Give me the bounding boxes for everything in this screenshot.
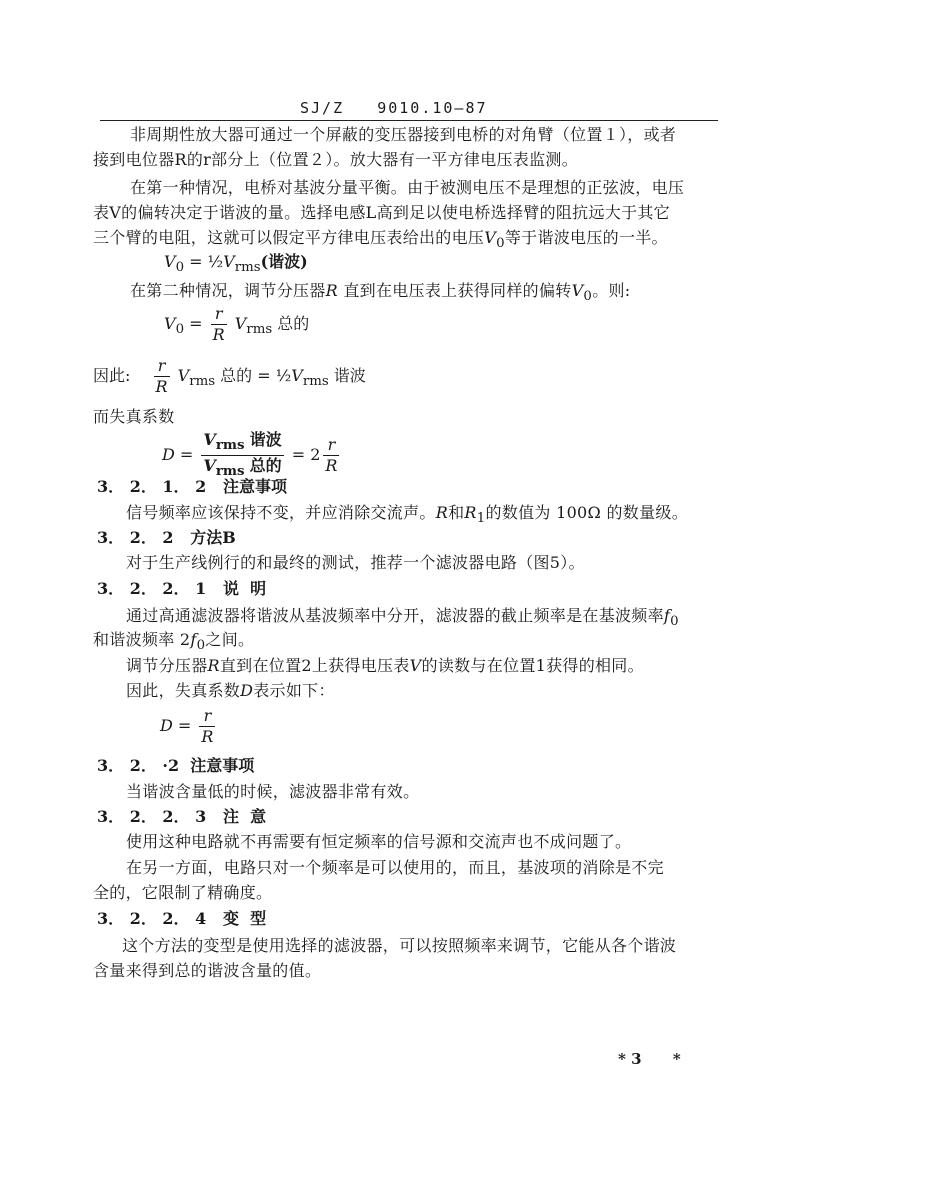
paragraph-7-text-b: 之间。 bbox=[205, 630, 255, 649]
symbol-R: R bbox=[435, 503, 449, 522]
equation-2 bbox=[164, 304, 309, 345]
paragraph-6: 对于生产线例行的和最终的测试，推荐一个滤波器电路（图5）。 bbox=[126, 553, 585, 572]
eq4-numerator-2: r bbox=[323, 435, 339, 456]
symbol-f0: f bbox=[663, 606, 671, 625]
paragraph-2-line-1: 在第一种情况，电桥对基波分量平衡。由于被测电压不是理想的正弦波，电压 bbox=[130, 178, 685, 197]
paragraph-2-line-3-text-a: 三个臂的电阻，这就可以假定平方律电压表给出的电压 bbox=[93, 228, 485, 247]
symbol-v0: V bbox=[484, 228, 497, 247]
eq4-num-rms: rms bbox=[215, 437, 245, 454]
eq3-v2: V bbox=[291, 366, 303, 385]
page-number: * 3 * bbox=[618, 1050, 681, 1068]
eq4-coefficient: 2 bbox=[310, 445, 321, 465]
symbol-v0-sub: 0 bbox=[583, 289, 593, 305]
eq4-num-tag: 谐波 bbox=[249, 430, 282, 449]
section-3-2-2-4-heading bbox=[97, 909, 266, 929]
paragraph-9-text-b: 表示如下： bbox=[253, 681, 335, 700]
paragraph-7-text-a: 和谐波频率 2 bbox=[93, 630, 191, 649]
paragraph-8 bbox=[126, 656, 644, 676]
eq3-rms2: rms bbox=[302, 374, 329, 390]
eq2-lhs-sub: 0 bbox=[175, 322, 185, 338]
eq4-den-rms: rms bbox=[215, 463, 245, 480]
section-title: 变 型 bbox=[222, 909, 267, 928]
eq1-lhs: V bbox=[164, 252, 176, 271]
paragraph-12-line-1: 在另一方面，电路只对一个频率是可以使用的，而且，基波项的消除是不完 bbox=[126, 858, 664, 877]
paragraph-1-line-1: 非周期性放大器可通过一个屏蔽的变压器接到电桥的对角臂（位置１），或者 bbox=[130, 125, 677, 144]
eq2-tag: 总的 bbox=[277, 314, 310, 333]
eq3-fraction bbox=[154, 356, 170, 397]
eq2-equals: = bbox=[189, 314, 203, 333]
paragraph-13-line-1: 这个方法的变型是使用选择的滤波器，可以按照频率来调节，它能从各个谐波 bbox=[122, 936, 677, 955]
eq5-numerator: r bbox=[199, 706, 215, 727]
paragraph-3-text-a: 在第二种情况，调节分压器 bbox=[130, 281, 326, 300]
paragraph-9 bbox=[126, 681, 335, 701]
eq3-numerator: r bbox=[154, 356, 170, 377]
header-rule bbox=[100, 120, 718, 121]
paragraph-5 bbox=[126, 503, 688, 529]
eq4-den-tag: 总的 bbox=[249, 456, 282, 476]
paragraph-11: 使用这种电路就不再需要有恒定频率的信号源和交流声也不成问题了。 bbox=[126, 832, 632, 851]
paragraph-8-text-b: 直到在位置2上获得电压表 bbox=[219, 656, 410, 675]
paragraph-7-line-2 bbox=[93, 630, 254, 656]
eq4-den-v: V bbox=[203, 456, 216, 476]
eq2-fraction bbox=[211, 304, 227, 345]
eq3-v: V bbox=[177, 366, 190, 385]
eq4-equals: = bbox=[179, 445, 194, 465]
eq2-rms: rms bbox=[246, 322, 273, 338]
section-number: 3． 2． 2． 4 bbox=[97, 909, 207, 928]
section-number: 3． 2． 2． 3 bbox=[97, 807, 207, 826]
paragraph-7-text: 通过高通滤波器将谐波从基波频率中分开，滤波器的截止频率是在基波频率 bbox=[126, 606, 664, 625]
eq5-denominator: R bbox=[201, 727, 214, 746]
eq2-lhs: V bbox=[164, 314, 176, 333]
symbol-R: R bbox=[325, 281, 338, 300]
paragraph-7-line-1 bbox=[126, 606, 679, 632]
eq2-v: V bbox=[234, 314, 247, 333]
paragraph-3-text-b: 直到在电压表上获得同样的偏转 bbox=[343, 281, 572, 300]
eq2-numerator: r bbox=[211, 304, 227, 325]
eq5-fraction bbox=[199, 706, 215, 747]
paragraph-1-line-2: 接到电位器R的r部分上（位置２）。放大器有一平方律电压表监测。 bbox=[93, 150, 578, 169]
eq3-equals: = bbox=[257, 366, 271, 385]
section-3-2-2-1-heading bbox=[97, 579, 266, 599]
symbol-f0-sub: 0 bbox=[670, 614, 679, 630]
symbol-f0: f bbox=[190, 630, 197, 649]
section-3-2-2-3-heading bbox=[97, 807, 266, 827]
eq3-label: 因此: bbox=[93, 366, 131, 385]
paragraph-5-text-a: 信号频率应该保持不变，并应消除交流声。 bbox=[126, 503, 436, 522]
paragraph-8-text-c: 的读数与在位置1获得的相同。 bbox=[421, 656, 644, 675]
eq3-rms: rms bbox=[189, 374, 216, 390]
eq1-half: ½ bbox=[207, 252, 224, 271]
section-title: 注 意 bbox=[222, 807, 267, 826]
paragraph-2-line-2: 表V的偏转决定于谐波的量。选择电感L高到足以使电桥选择臂的阻抗远大于其它 bbox=[93, 203, 670, 222]
section-number: 3． 2． 1． 2 bbox=[97, 477, 207, 496]
paragraph-13-line-2: 含量来得到总的谐波含量的值。 bbox=[93, 961, 322, 980]
paragraph-5-text-b: 的数值为 100Ω 的数量级。 bbox=[485, 503, 688, 522]
paragraph-4: 而失真系数 bbox=[93, 407, 175, 426]
section-3-2-2-heading bbox=[97, 528, 236, 548]
paragraph-8-text-a: 调节分压器 bbox=[126, 656, 208, 675]
equation-4 bbox=[162, 430, 342, 481]
symbol-f0-sub: 0 bbox=[196, 638, 206, 654]
equation-1 bbox=[164, 249, 308, 275]
eq3-tag-harmonic: 谐波 bbox=[333, 366, 366, 385]
eq1-equals: = bbox=[189, 252, 203, 271]
symbol-R1-sub: 1 bbox=[476, 511, 486, 527]
section-3-2-2-2-heading bbox=[97, 756, 254, 776]
eq3-denominator: R bbox=[155, 377, 168, 396]
eq4-fraction-2 bbox=[323, 435, 339, 476]
eq3-tag-total: 总的 bbox=[220, 366, 253, 385]
paragraph-12-line-2: 全的，它限制了精确度。 bbox=[93, 883, 273, 902]
symbol-R1: R bbox=[464, 503, 477, 522]
symbol-v0: V bbox=[571, 281, 584, 300]
section-title: 注意事项 bbox=[222, 477, 287, 496]
standard-code-header: SJ/Z 9010.10—87 bbox=[300, 99, 488, 117]
eq4-denominator-2: R bbox=[325, 456, 338, 476]
symbol-v0-sub: 0 bbox=[496, 236, 505, 252]
eq1-v: V bbox=[223, 252, 235, 271]
section-3-2-1-2-heading bbox=[97, 477, 287, 497]
eq5-equals: = bbox=[177, 716, 192, 735]
paragraph-9-text-a: 因此，失真系数 bbox=[126, 681, 241, 700]
equation-3 bbox=[93, 356, 366, 397]
section-number: 3． 2． 2 bbox=[97, 528, 174, 547]
paragraph-5-and: 和 bbox=[448, 503, 465, 522]
symbol-V: V bbox=[409, 656, 422, 675]
eq4-numerator bbox=[201, 430, 283, 456]
eq3-half: ½ bbox=[275, 366, 292, 385]
eq2-denominator: R bbox=[212, 325, 225, 344]
section-title: 说 明 bbox=[222, 579, 267, 598]
paragraph-3-text-c: 。则: bbox=[592, 281, 631, 300]
section-number: 3． 2． ·2 bbox=[97, 756, 180, 775]
section-title: 注意事项 bbox=[190, 756, 255, 775]
paragraph-10: 当谐波含量低的时候，滤波器非常有效。 bbox=[126, 782, 420, 801]
section-title: 方法B bbox=[190, 528, 236, 547]
eq4-num-v: V bbox=[203, 430, 216, 449]
section-number: 3． 2． 2． 1 bbox=[97, 579, 207, 598]
paragraph-2-line-3-text-b: 等于谐波电压的一半。 bbox=[504, 228, 668, 247]
eq1-tag: (谐波) bbox=[260, 252, 308, 271]
symbol-D: D bbox=[240, 681, 254, 700]
eq1-lhs-sub: 0 bbox=[175, 260, 185, 276]
equation-5 bbox=[160, 706, 218, 747]
eq5-lhs: D bbox=[160, 716, 173, 735]
eq4-fraction bbox=[201, 430, 283, 481]
eq4-lhs: D bbox=[162, 445, 175, 465]
eq4-equals-2: = bbox=[291, 445, 306, 465]
symbol-R: R bbox=[207, 656, 220, 675]
eq1-rms: rms bbox=[234, 260, 261, 276]
